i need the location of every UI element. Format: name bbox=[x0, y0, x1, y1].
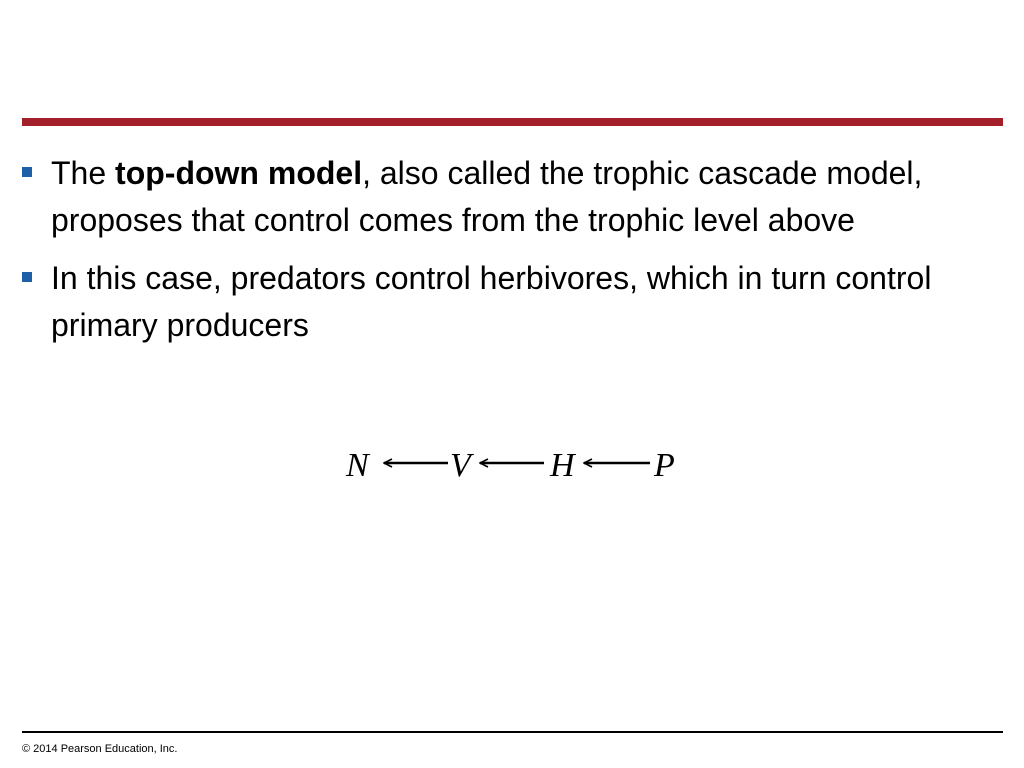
equation-term-h: H bbox=[550, 447, 575, 484]
equation-term-n: N bbox=[346, 447, 369, 484]
footer-divider bbox=[22, 731, 1003, 733]
title-divider bbox=[22, 118, 1003, 126]
trophic-cascade-equation bbox=[344, 440, 684, 488]
equation-graphic bbox=[344, 440, 684, 488]
key-term: top-down model bbox=[115, 155, 363, 191]
bullet-item-top-down-model bbox=[22, 150, 982, 244]
bullet-text-prefix: The bbox=[51, 155, 116, 191]
equation-term-p: P bbox=[654, 447, 675, 484]
bullet-text: In this case, predators control herbivores, which in turn control primary producers bbox=[51, 260, 932, 343]
square-bullet-icon bbox=[22, 167, 32, 177]
square-bullet-icon bbox=[22, 272, 32, 282]
copyright-notice: © 2014 Pearson Education, Inc. bbox=[22, 743, 178, 755]
bullet-text-suffix: , also called the trophic cascade model, proposes that control comes from the trophic level above bbox=[51, 155, 923, 238]
bullet-item-predators bbox=[22, 255, 982, 349]
equation-term-v: V bbox=[450, 447, 471, 484]
bullet-list bbox=[22, 150, 982, 349]
